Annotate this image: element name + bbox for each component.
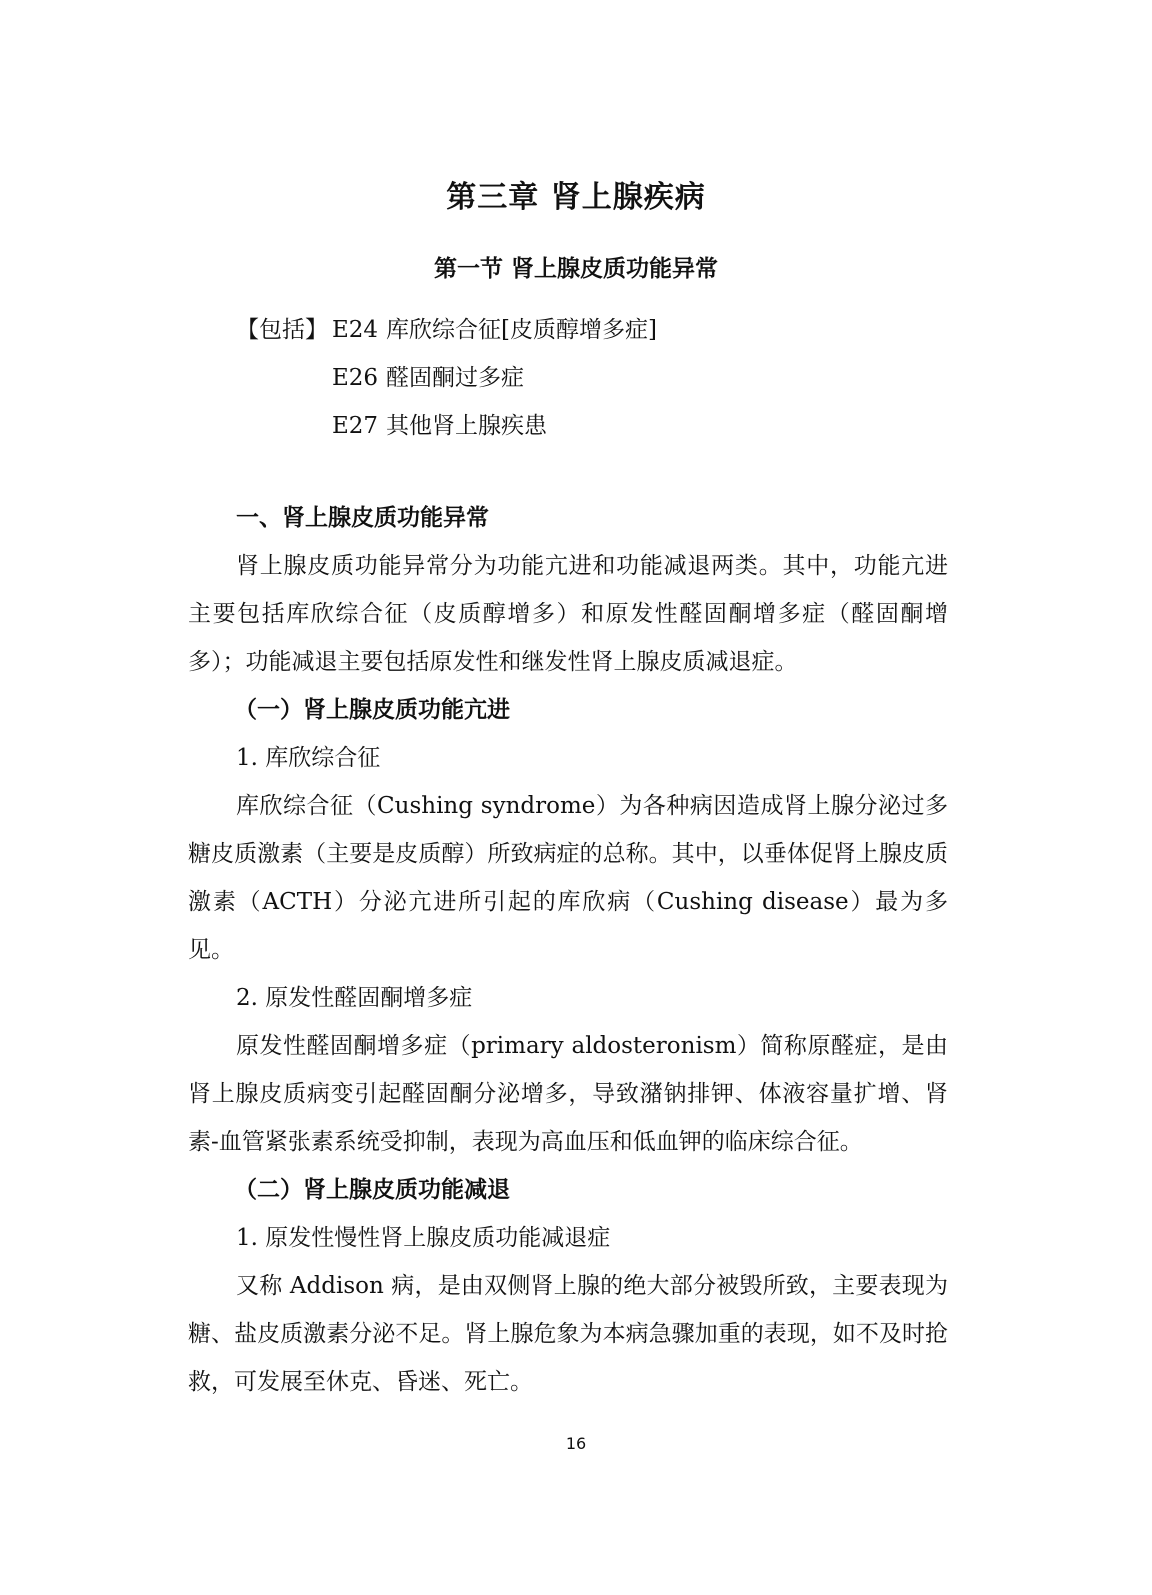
icd-name: 其他肾上腺疾患 — [386, 413, 547, 439]
includes-row — [236, 402, 657, 450]
item-paragraph: 原发性醛固酮增多症（primary aldosteronism）简称原醛症，是由肾上腺皮质病变引起醛固酮分泌增多，导致潴钠排钾、体液容量扩增、肾素-血管紧张素系统受抑制，表现为高血压和低血钾的临床综合征。 — [188, 1033, 948, 1155]
icd-name: 库欣综合征[皮质醇增多症] — [386, 317, 657, 343]
icd-code: E27 — [332, 413, 379, 439]
intro-paragraph: 肾上腺皮质功能异常分为功能亢进和功能减退两类。其中，功能亢进主要包括库欣综合征（皮质醇增多）和原发性醛固酮增多症（醛固酮增多）；功能减退主要包括原发性和继发性肾上腺皮质减退症。 — [188, 553, 948, 675]
main-content — [188, 494, 948, 1406]
chapter-title: 第三章 肾上腺疾病 — [446, 180, 706, 215]
item-title: 1. 原发性慢性肾上腺皮质功能减退症 — [236, 1225, 611, 1251]
section-title: 第一节 肾上腺皮质功能异常 — [433, 256, 718, 282]
item-paragraph: 库欣综合征（Cushing syndrome）为各种病因造成肾上腺分泌过多糖皮质激素（主要是皮质醇）所致病症的总称。其中，以垂体促肾上腺皮质激素（ACTH）分泌亢进所引起的库欣病（Cushing disease）最为多见。 — [188, 793, 948, 963]
item-title: 2. 原发性醛固酮增多症 — [236, 985, 473, 1011]
subsection-heading: （二）肾上腺皮质功能减退 — [234, 1177, 510, 1203]
icd-code: E24 — [332, 317, 379, 343]
item-paragraph: 又称 Addison 病，是由双侧肾上腺的绝大部分被毁所致，主要表现为糖、盐皮质激素分泌不足。肾上腺危象为本病急骤加重的表现，如不及时抢救，可发展至休克、昏迷、死亡。 — [188, 1273, 948, 1395]
icd-name: 醛固酮过多症 — [386, 365, 524, 391]
icd-code: E26 — [332, 365, 379, 391]
part-heading: 一、肾上腺皮质功能异常 — [236, 505, 489, 531]
includes-row — [236, 354, 657, 402]
includes-block — [236, 306, 657, 450]
includes-prefix: 【包括】 — [236, 317, 328, 343]
subsection-heading: （一）肾上腺皮质功能亢进 — [234, 697, 510, 723]
includes-row — [236, 306, 657, 354]
page-number: 16 — [565, 1434, 587, 1453]
item-title: 1. 库欣综合征 — [236, 745, 381, 771]
